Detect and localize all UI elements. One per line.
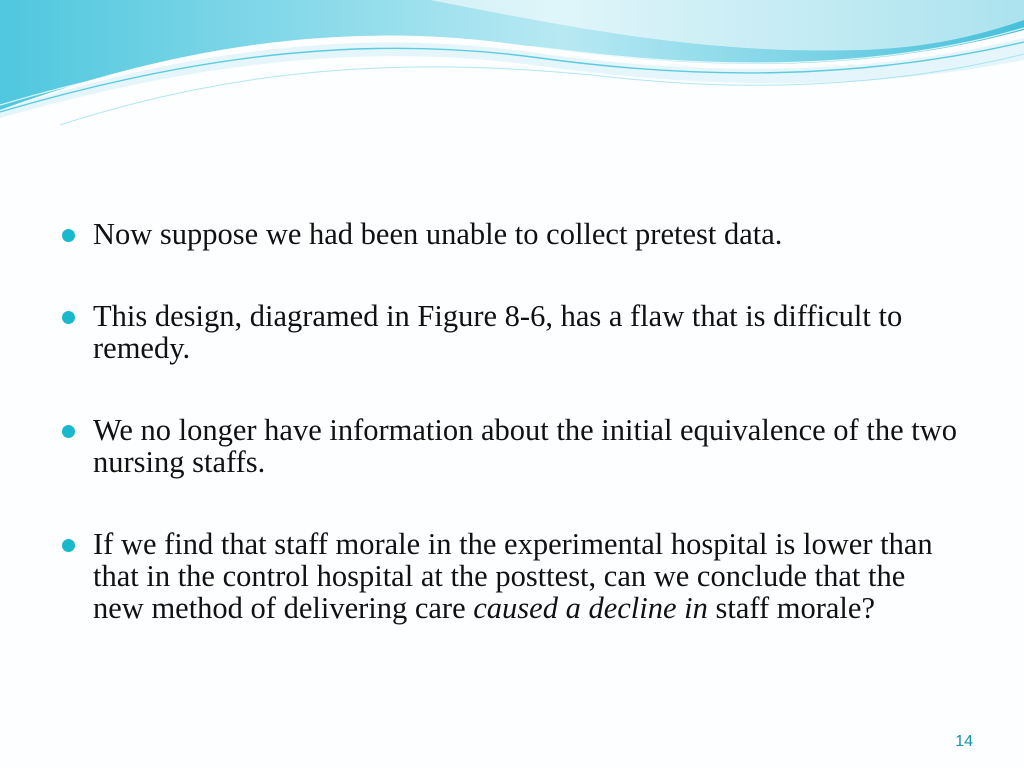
- bullet-item: [62, 300, 962, 364]
- bullet-dot-icon: [62, 311, 75, 324]
- bullet-text: This design, diagramed in Figure 8-6, has a flaw that is difficult to remedy.: [93, 299, 903, 365]
- bullet-dot-icon: [62, 539, 75, 552]
- bullet-item: [62, 528, 962, 624]
- header-wave-decoration: [0, 0, 1024, 125]
- bullet-dot-icon: [62, 229, 75, 242]
- bullet-text-part: If we find that staff morale in the experimental hospital is lower than that in the control hospital at the posttest, can we conclude that the new method of delivering care: [93, 527, 933, 625]
- bullet-text: [93, 527, 933, 625]
- bullet-dot-icon: [62, 425, 75, 438]
- bullet-text: We no longer have information about the initial equivalence of the two nursing staffs.: [93, 413, 957, 479]
- bullet-list: [62, 218, 962, 624]
- slide-number: 14: [955, 733, 973, 750]
- bullet-item: [62, 218, 962, 250]
- bullet-item: [62, 414, 962, 478]
- bullet-text-part: staff morale?: [707, 591, 875, 625]
- bullet-text-italic: caused a decline in: [473, 591, 708, 625]
- bullet-text: Now suppose we had been unable to collect pretest data.: [93, 217, 783, 251]
